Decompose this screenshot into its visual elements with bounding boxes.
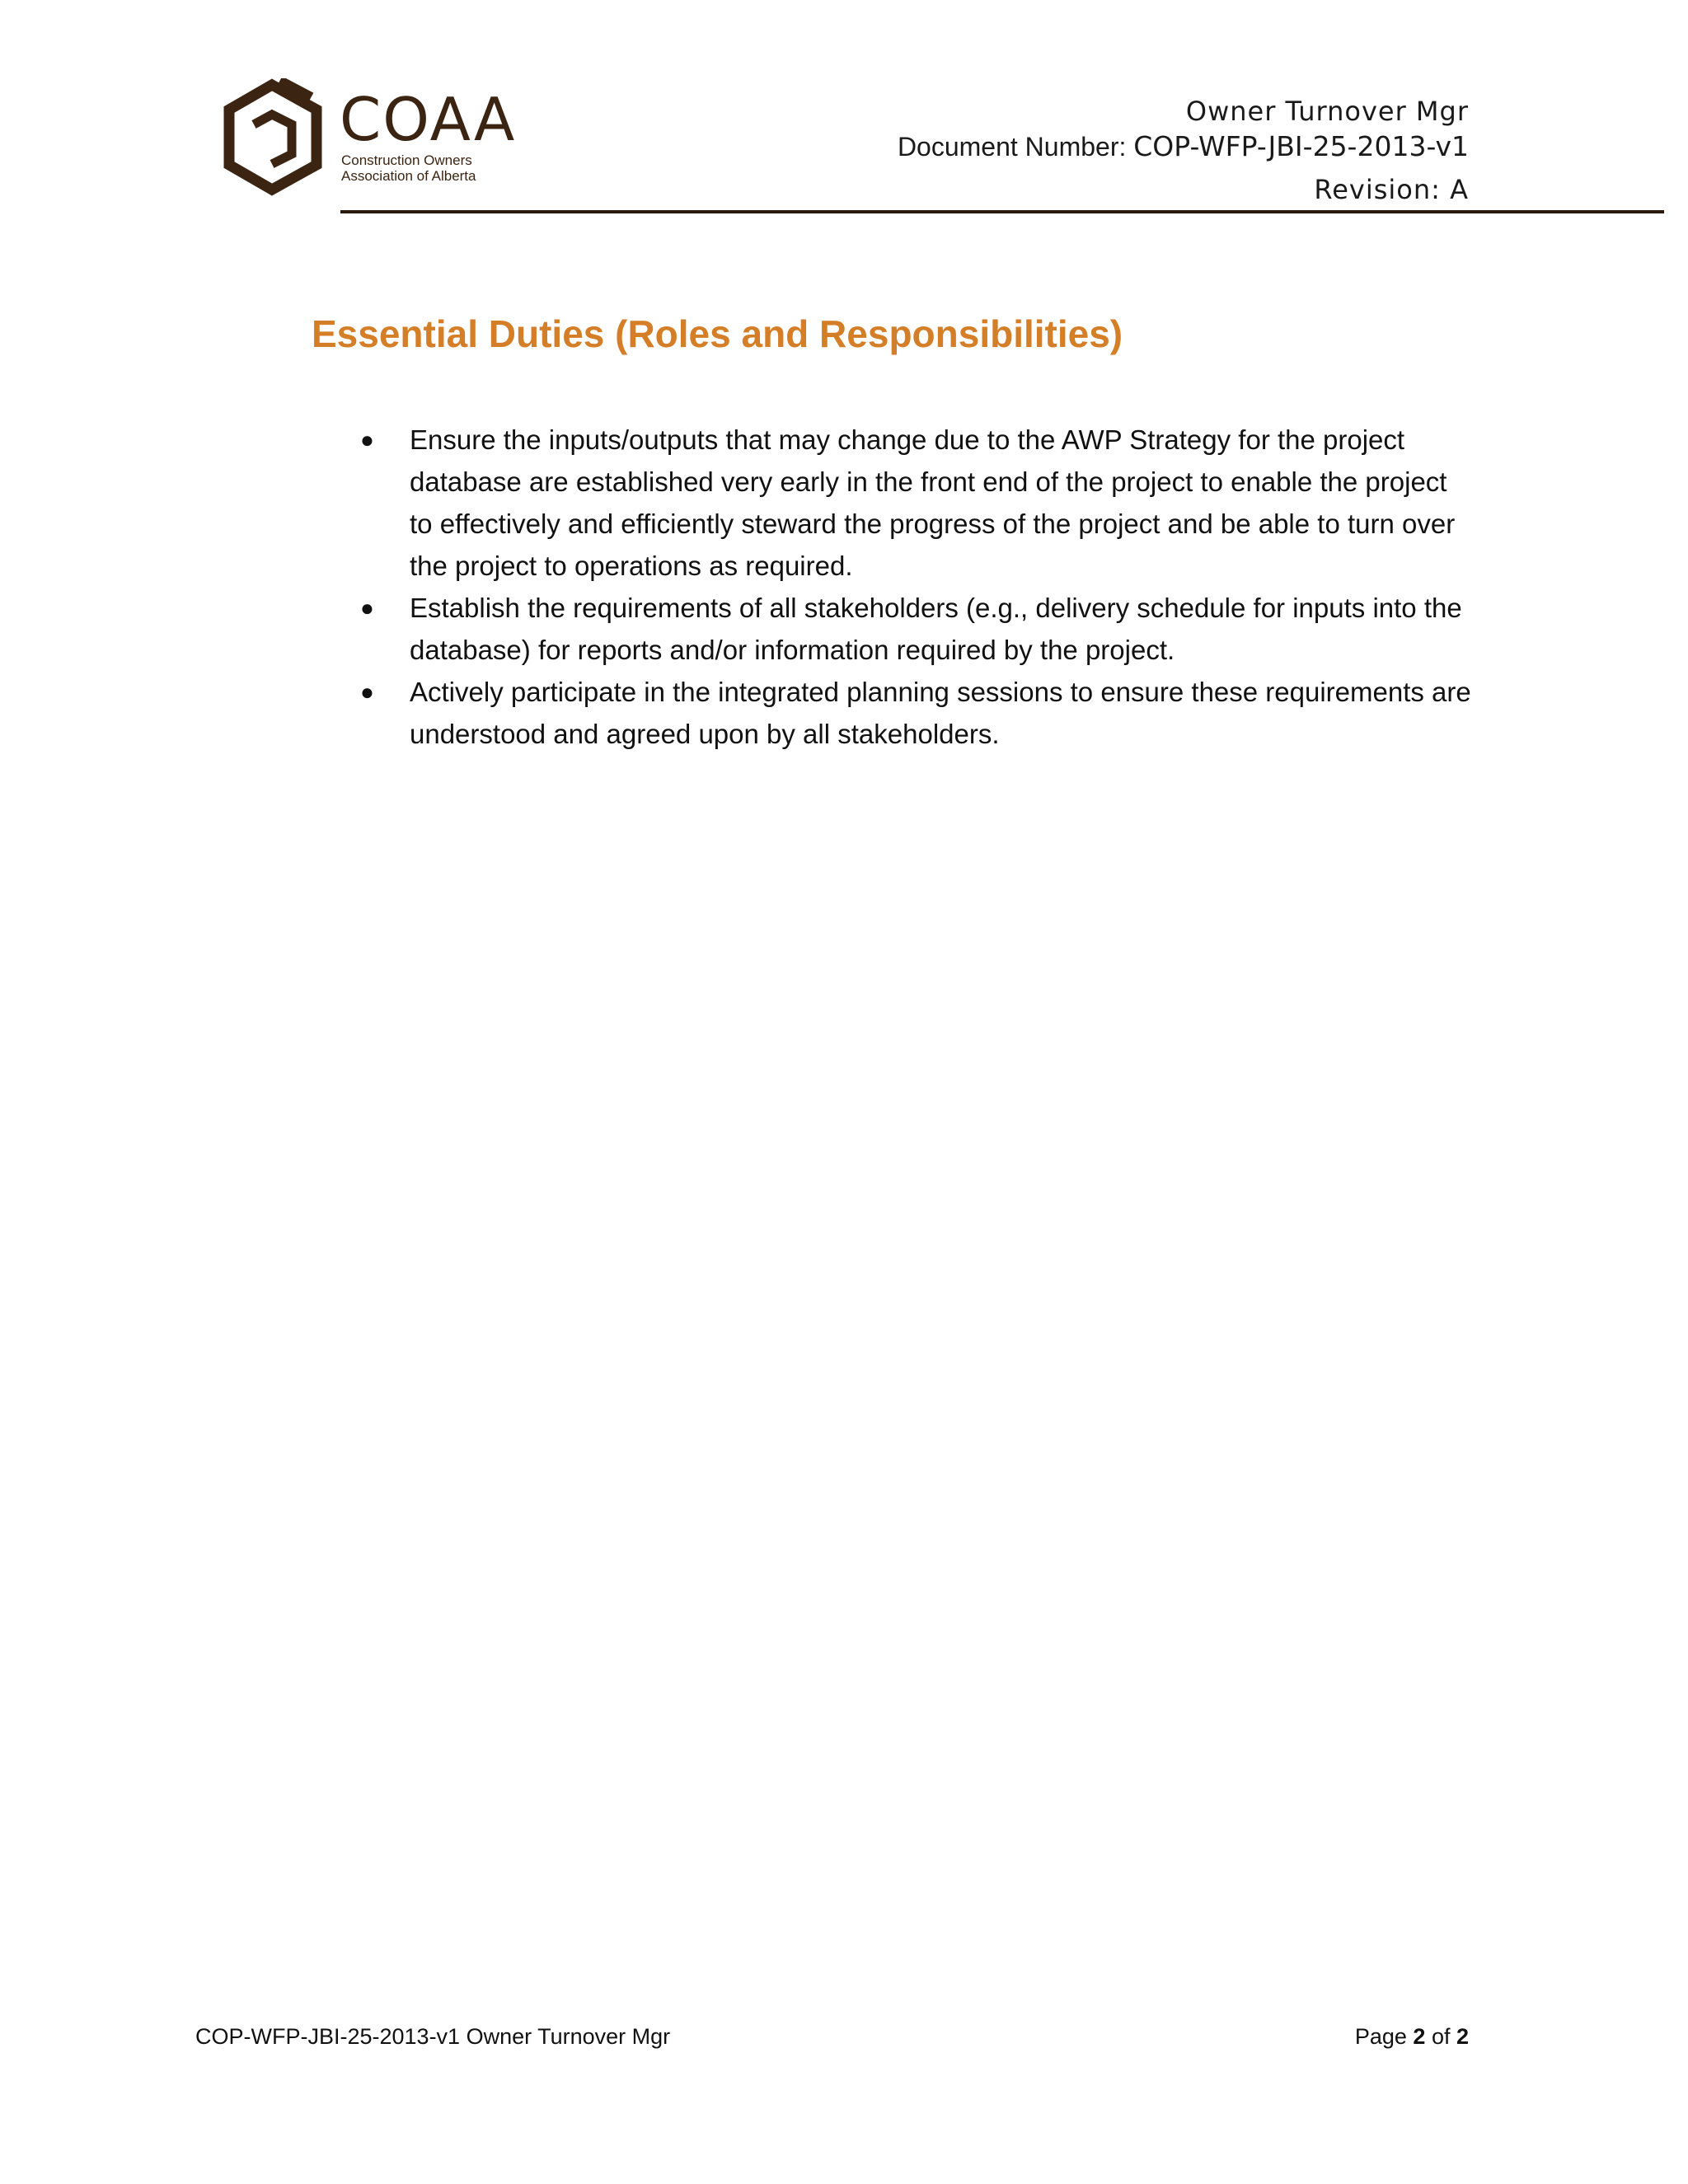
list-item-text: Establish the requirements of all stakeholders (e.g., delivery schedule for inputs into the database) for reports and/or information required by the project. [410, 593, 1462, 665]
hexagon-logo-icon [223, 78, 334, 202]
list-item [360, 671, 1473, 755]
list-item-text: Ensure the inputs/outputs that may change due to the AWP Strategy for the project database are established very early in the front end of the project to enable the project to effectively and efficiently steward the progress of the project and be able to turn over the project to operations as required. [410, 424, 1456, 581]
footer-document-title: COP-WFP-JBI-25-2013-v1 Owner Turnover Mgr [195, 2024, 671, 2049]
bullet-icon: ● [360, 595, 374, 621]
logo-subtitle-line2: Association of Alberta [341, 168, 476, 184]
header-divider [340, 210, 1664, 213]
page-of: of [1425, 2024, 1456, 2049]
section-heading: Essential Duties (Roles and Responsibilities) [312, 312, 1123, 355]
list-item [360, 587, 1473, 671]
bullet-icon: ● [360, 427, 374, 452]
header-document-number [898, 130, 1469, 162]
page-total: 2 [1456, 2024, 1469, 2049]
list-item [360, 419, 1473, 587]
document-number-label: Document Number: [897, 132, 1134, 162]
page-current: 2 [1413, 2024, 1426, 2049]
coaa-logo [223, 78, 517, 202]
bullet-icon: ● [360, 679, 374, 705]
list-item-text: Actively participate in the integrated planning sessions to ensure these requirements are understood and agreed upon by all stakeholders. [410, 677, 1471, 749]
footer-page-number [1355, 2024, 1469, 2050]
document-number-value: COP-WFP-JBI-25-2013-v1 [1133, 130, 1469, 162]
logo-wordmark: COAA [340, 85, 517, 154]
logo-subtitle-line1: Construction Owners [341, 152, 472, 168]
page-label: Page [1354, 2024, 1414, 2049]
header-title: Owner Turnover Mgr [1185, 96, 1469, 127]
header-revision: Revision: A [1314, 174, 1469, 205]
duties-list [360, 419, 1473, 755]
